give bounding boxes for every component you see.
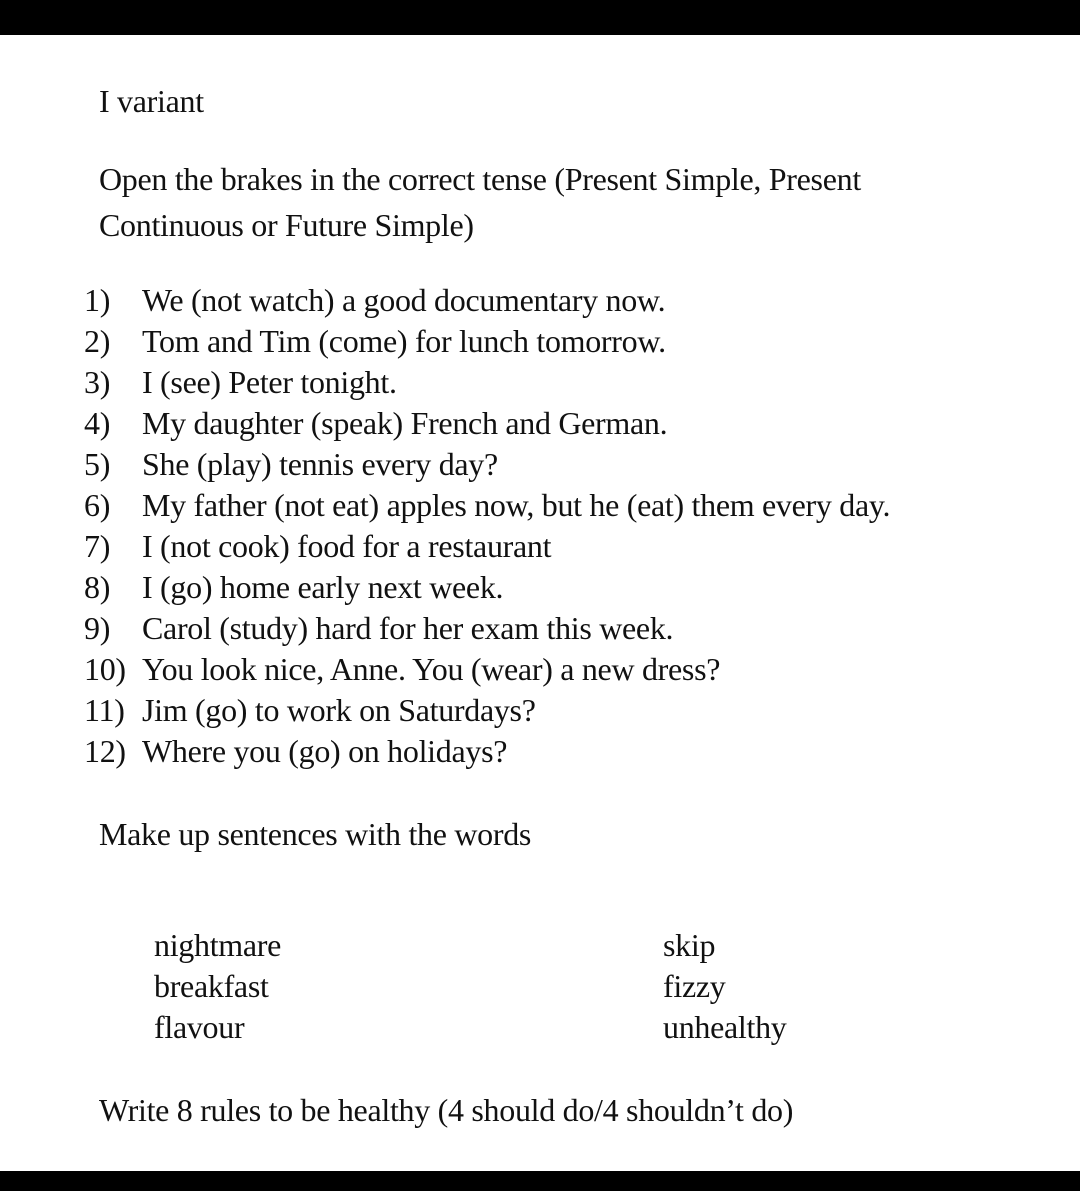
exercise-text: You look nice, Anne. You (wear) a new dress? — [142, 651, 721, 687]
exercise-item — [84, 280, 890, 321]
exercise-item — [84, 608, 890, 649]
exercise-number: 12) — [84, 733, 126, 769]
exercise-text: I (go) home early next week. — [142, 569, 504, 605]
exercise-text: We (not watch) a good documentary now. — [142, 282, 666, 318]
exercise-number: 7) — [84, 528, 111, 564]
worksheet-page — [0, 35, 1080, 1171]
exercise-item — [84, 403, 890, 444]
vocab-word: fizzy — [663, 968, 726, 1004]
exercise-text: Carol (study) hard for her exam this week. — [142, 610, 674, 646]
exercise-text: I (see) Peter tonight. — [142, 364, 397, 400]
make-sentences-heading: Make up sentences with the words — [99, 816, 532, 852]
exercise-number: 1) — [84, 282, 111, 318]
exercise-number: 11) — [84, 692, 125, 728]
exercise-item — [84, 567, 890, 608]
instruction-line-1: Open the brakes in the correct tense (Present Simple, Present — [99, 161, 861, 197]
exercise-item — [84, 690, 890, 731]
exercise-text: My daughter (speak) French and German. — [142, 405, 668, 441]
exercise-text: Where you (go) on holidays? — [142, 733, 508, 769]
exercise-item — [84, 649, 890, 690]
exercise-text: She (play) tennis every day? — [142, 446, 498, 482]
vocab-word: nightmare — [154, 927, 282, 963]
exercise-list — [84, 280, 890, 772]
exercise-number: 4) — [84, 405, 111, 441]
exercise-number: 8) — [84, 569, 111, 605]
write-rules-task: Write 8 rules to be healthy (4 should do/4 shouldn’t do) — [99, 1092, 794, 1128]
exercise-text: I (not cook) food for a restaurant — [142, 528, 552, 564]
exercise-item — [84, 526, 890, 567]
exercise-item — [84, 731, 890, 772]
exercise-item — [84, 321, 890, 362]
exercise-item — [84, 444, 890, 485]
exercise-number: 2) — [84, 323, 111, 359]
instruction-line-2: Continuous or Future Simple) — [99, 207, 474, 243]
exercise-number: 5) — [84, 446, 111, 482]
exercise-text: My father (not eat) apples now, but he (eat) them every day. — [142, 487, 891, 523]
word-list-right — [663, 925, 787, 1048]
exercise-number: 6) — [84, 487, 111, 523]
vocab-word: skip — [663, 927, 716, 963]
exercise-text: Jim (go) to work on Saturdays? — [142, 692, 536, 728]
vocab-word: unhealthy — [663, 1009, 787, 1045]
vocab-word: breakfast — [154, 968, 269, 1004]
exercise-text: Tom and Tim (come) for lunch tomorrow. — [142, 323, 666, 359]
word-list-left — [154, 925, 281, 1048]
exercise-number: 10) — [84, 651, 126, 687]
exercise-item — [84, 362, 890, 403]
exercise-number: 3) — [84, 364, 111, 400]
exercise-item — [84, 485, 890, 526]
exercise-number: 9) — [84, 610, 111, 646]
variant-title: I variant — [99, 83, 204, 119]
vocab-word: flavour — [154, 1009, 245, 1045]
